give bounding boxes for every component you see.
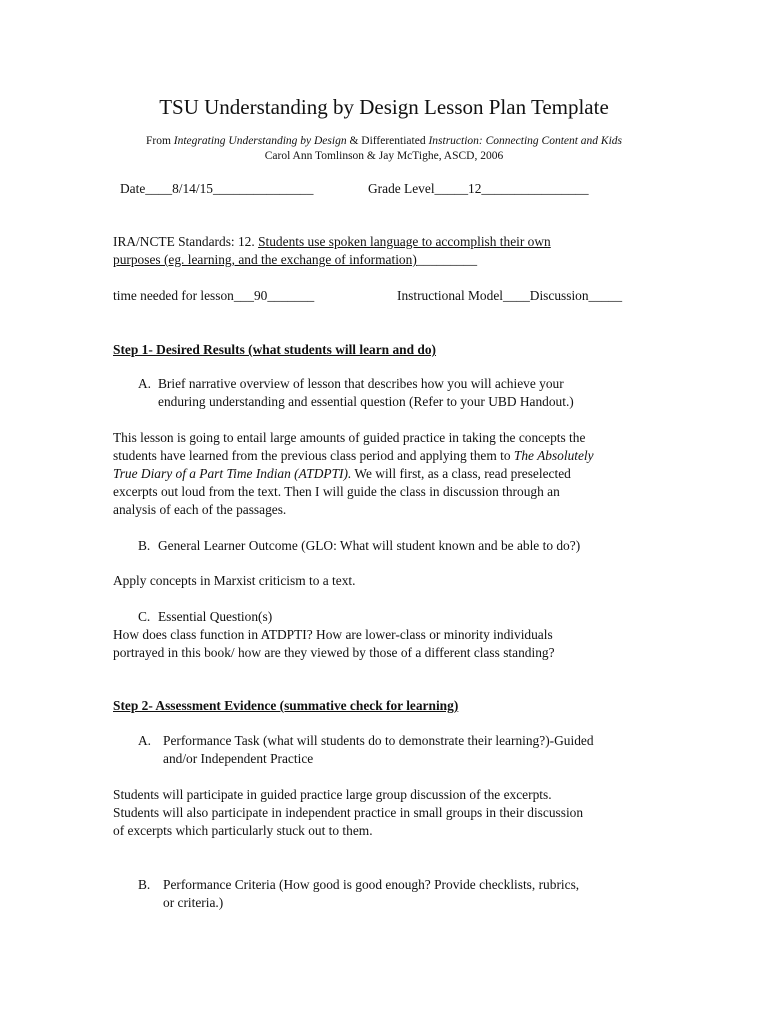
narrative-line4: excerpts out loud from the text. Then I will guide the class in discussion through an: [113, 484, 560, 499]
source-line: [0, 135, 768, 147]
page-title: TSU Understanding by Design Lesson Plan Template: [159, 95, 609, 119]
source-diff: Differentiated: [361, 135, 429, 147]
source-prefix: From: [145, 135, 174, 147]
standards-line1: [113, 233, 551, 251]
time-field: [113, 287, 314, 305]
model-field: [397, 287, 622, 305]
date-value: ____8/14/15_______________: [145, 181, 314, 196]
date-field: [120, 180, 313, 198]
grade-label: Grade Level: [368, 181, 435, 196]
step1-a-marker: A.: [138, 376, 152, 391]
source-amp: &: [346, 135, 362, 147]
step2-a-line2: and/or Independent Practice: [163, 751, 314, 766]
step2-a-marker: A.: [138, 733, 152, 748]
model-label: Instructional Model: [397, 288, 503, 303]
task-line3: of excerpts which particularly stuck out to them.: [113, 823, 373, 838]
narrative-line2-a: students have learned from the previous class period and applying them to: [113, 448, 514, 463]
narrative-line3: [113, 465, 571, 483]
task-line1: Students will participate in guided practice large group discussion of the excerpts.: [113, 787, 552, 802]
standards-label: IRA/NCTE Standards: 12.: [113, 234, 259, 249]
step1-b-text: General Learner Outcome (GLO: What will student known and be able to do?): [158, 538, 581, 553]
source-instruction: Instruction: Connecting Content and Kids: [428, 135, 623, 147]
essential-question-line2: portrayed in this book/ how are they viewed by those of a different class standing?: [113, 645, 555, 660]
date-label: Date: [120, 181, 146, 196]
step1-b-marker: B.: [138, 538, 151, 553]
grade-field: [368, 180, 589, 198]
narrative-line3-b: We will first, as a class, read preselected: [351, 466, 571, 481]
step1-heading: Step 1- Desired Results (what students will learn and do): [113, 342, 437, 357]
time-label: time needed for lesson: [113, 288, 234, 303]
model-value: ____Discussion_____: [503, 288, 623, 303]
glo-answer: Apply concepts in Marxist criticism to a text.: [113, 573, 356, 588]
step2-a-line1: Performance Task (what will students do to demonstrate their learning?)-Guided: [163, 733, 594, 748]
standards-text-2: purposes (eg. learning, and the exchange of information): [113, 252, 417, 267]
step1-a-line1: Brief narrative overview of lesson that describes how you will achieve your: [158, 376, 564, 391]
step1-a-line2: enduring understanding and essential question (Refer to your UBD Handout.): [158, 394, 574, 409]
narrative-line1: This lesson is going to entail large amounts of guided practice in taking the concepts the: [113, 430, 586, 445]
narrative-book-title-2: True Diary of a Part Time Indian (ATDPTI).: [113, 466, 352, 481]
essential-question-line1: How does class function in ATDPTI? How are lower-class or minority individuals: [113, 627, 553, 642]
time-value: ___90_______: [233, 288, 315, 303]
step2-b-line2: or criteria.): [163, 895, 224, 910]
source-book: Integrating Understanding by Design: [173, 135, 347, 147]
narrative-line2: [113, 447, 594, 465]
step2-heading: Step 2- Assessment Evidence (summative check for learning): [113, 698, 459, 713]
narrative-line5: analysis of each of the passages.: [113, 502, 287, 517]
task-line2: Students will also participate in independent practice in small groups in their discussion: [113, 805, 584, 820]
standards-trail: _________: [416, 252, 478, 267]
step1-c-text: Essential Question(s): [158, 609, 273, 624]
standards-line2: [113, 251, 477, 269]
authors-line: Carol Ann Tomlinson & Jay McTighe, ASCD, 2006: [264, 150, 504, 162]
step2-b-line1: Performance Criteria (How good is good enough? Provide checklists, rubrics,: [163, 877, 580, 892]
step2-b-marker: B.: [138, 877, 151, 892]
narrative-book-title-1: The Absolutely: [513, 448, 594, 463]
step1-c-marker: C.: [138, 609, 151, 624]
grade-value: _____12________________: [434, 181, 589, 196]
standards-text-1: Students use spoken language to accomplish their own: [258, 234, 551, 249]
